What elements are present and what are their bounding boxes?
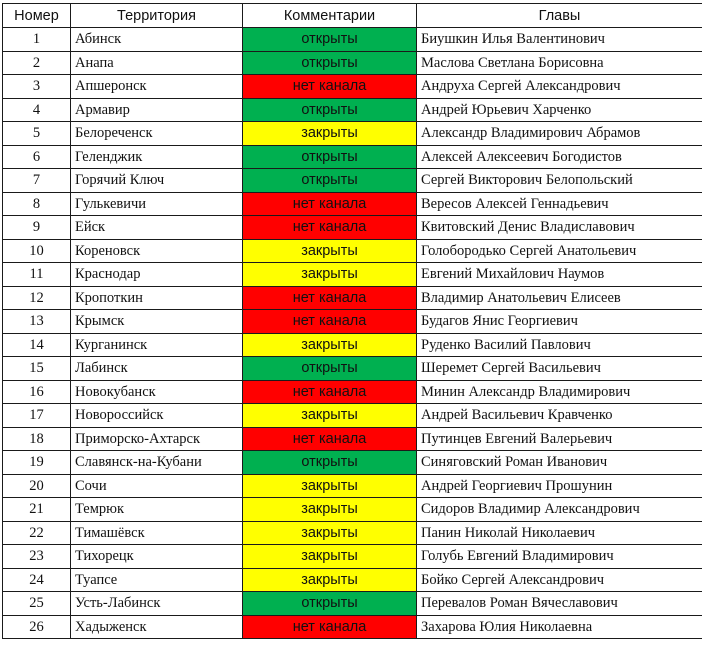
cell-head-name[interactable]: Владимир Анатольевич Елисеев (417, 286, 702, 310)
cell-number[interactable]: 8 (3, 192, 71, 216)
table-row (3, 75, 702, 99)
cell-territory[interactable]: Гулькевичи (71, 192, 243, 216)
cell-number[interactable]: 16 (3, 380, 71, 404)
cell-head-name[interactable]: Сидоров Владимир Александрович (417, 498, 702, 522)
cell-number[interactable]: 2 (3, 51, 71, 75)
cell-number[interactable]: 21 (3, 498, 71, 522)
cell-comment-status[interactable]: нет канала (243, 310, 417, 334)
table-body (3, 28, 702, 639)
cell-head-name[interactable]: Панин Николай Николаевич (417, 521, 702, 545)
cell-territory[interactable]: Армавир (71, 98, 243, 122)
cell-number[interactable]: 6 (3, 145, 71, 169)
cell-comment-status[interactable]: нет канала (243, 75, 417, 99)
cell-head-name[interactable]: Захарова Юлия Николаевна (417, 615, 702, 639)
cell-number[interactable]: 24 (3, 568, 71, 592)
cell-head-name[interactable]: Перевалов Роман Вячеславович (417, 592, 702, 616)
table-row (3, 615, 702, 639)
cell-head-name[interactable]: Квитовский Денис Владиславович (417, 216, 702, 240)
column-header-comments[interactable]: Комментарии (243, 4, 417, 28)
cell-comment-status[interactable]: нет канала (243, 192, 417, 216)
cell-comment-status[interactable]: открыты (243, 451, 417, 475)
cell-number[interactable]: 23 (3, 545, 71, 569)
cell-comment-status[interactable]: закрыты (243, 568, 417, 592)
cell-head-name[interactable]: Андрей Георгиевич Прошунин (417, 474, 702, 498)
cell-number[interactable]: 17 (3, 404, 71, 428)
cell-territory[interactable]: Курганинск (71, 333, 243, 357)
cell-comment-status[interactable]: закрыты (243, 521, 417, 545)
table-row (3, 263, 702, 287)
cell-territory[interactable]: Новокубанск (71, 380, 243, 404)
cell-comment-status[interactable]: закрыты (243, 239, 417, 263)
table-row (3, 310, 702, 334)
cell-territory[interactable]: Краснодар (71, 263, 243, 287)
cell-head-name[interactable]: Синяговский Роман Иванович (417, 451, 702, 475)
table-row (3, 28, 702, 52)
column-header-territory[interactable]: Территория (71, 4, 243, 28)
cell-number[interactable]: 14 (3, 333, 71, 357)
header-row (3, 4, 702, 28)
cell-comment-status[interactable]: закрыты (243, 122, 417, 146)
cell-comment-status[interactable]: нет канала (243, 427, 417, 451)
cell-number[interactable]: 4 (3, 98, 71, 122)
cell-head-name[interactable]: Андруха Сергей Александрович (417, 75, 702, 99)
cell-comment-status[interactable]: открыты (243, 357, 417, 381)
cell-head-name[interactable]: Шеремет Сергей Васильевич (417, 357, 702, 381)
cell-head-name[interactable]: Биушкин Илья Валентинович (417, 28, 702, 52)
cell-number[interactable]: 5 (3, 122, 71, 146)
cell-territory[interactable]: Ейск (71, 216, 243, 240)
cell-territory[interactable]: Туапсе (71, 568, 243, 592)
cell-comment-status[interactable]: закрыты (243, 545, 417, 569)
cell-comment-status[interactable]: нет канала (243, 615, 417, 639)
cell-number[interactable]: 19 (3, 451, 71, 475)
cell-number[interactable]: 20 (3, 474, 71, 498)
cell-territory[interactable]: Сочи (71, 474, 243, 498)
cell-head-name[interactable]: Александр Владимирович Абрамов (417, 122, 702, 146)
table-row (3, 498, 702, 522)
cell-territory[interactable]: Темрюк (71, 498, 243, 522)
cell-comment-status[interactable]: нет канала (243, 216, 417, 240)
table-row (3, 380, 702, 404)
table-row (3, 239, 702, 263)
cell-comment-status[interactable]: открыты (243, 592, 417, 616)
cell-territory[interactable]: Новороссийск (71, 404, 243, 428)
cell-territory[interactable]: Абинск (71, 28, 243, 52)
table-row (3, 145, 702, 169)
table-row (3, 474, 702, 498)
cell-territory[interactable]: Славянск-на-Кубани (71, 451, 243, 475)
cell-head-name[interactable]: Голобородько Сергей Анатольевич (417, 239, 702, 263)
cell-number[interactable]: 1 (3, 28, 71, 52)
cell-comment-status[interactable]: нет канала (243, 380, 417, 404)
cell-comment-status[interactable]: закрыты (243, 333, 417, 357)
cell-territory[interactable]: Тимашёвск (71, 521, 243, 545)
cell-number[interactable]: 18 (3, 427, 71, 451)
table-row (3, 98, 702, 122)
cell-territory[interactable]: Кропоткин (71, 286, 243, 310)
cell-territory[interactable]: Анапа (71, 51, 243, 75)
cell-head-name[interactable]: Минин Александр Владимирович (417, 380, 702, 404)
cell-head-name[interactable]: Голубь Евгений Владимирович (417, 545, 702, 569)
cell-number[interactable]: 13 (3, 310, 71, 334)
cell-comment-status[interactable]: закрыты (243, 263, 417, 287)
table-row (3, 357, 702, 381)
table-row (3, 216, 702, 240)
cell-number[interactable]: 12 (3, 286, 71, 310)
table-row (3, 192, 702, 216)
cell-comment-status[interactable]: закрыты (243, 474, 417, 498)
cell-head-name[interactable]: Евгений Михайлович Наумов (417, 263, 702, 287)
cell-head-name[interactable]: Алексей Алексеевич Богодистов (417, 145, 702, 169)
cell-number[interactable]: 7 (3, 169, 71, 193)
table-row (3, 404, 702, 428)
cell-territory[interactable]: Усть-Лабинск (71, 592, 243, 616)
cell-comment-status[interactable]: открыты (243, 98, 417, 122)
cell-head-name[interactable]: Вересов Алексей Геннадьевич (417, 192, 702, 216)
table-row (3, 169, 702, 193)
cell-head-name[interactable]: Андрей Юрьевич Харченко (417, 98, 702, 122)
cell-comment-status[interactable]: открыты (243, 145, 417, 169)
cell-territory[interactable]: Апшеронск (71, 75, 243, 99)
table-row (3, 51, 702, 75)
cell-comment-status[interactable]: закрыты (243, 404, 417, 428)
cell-number[interactable]: 3 (3, 75, 71, 99)
cell-head-name[interactable]: Андрей Васильевич Кравченко (417, 404, 702, 428)
cell-head-name[interactable]: Маслова Светлана Борисовна (417, 51, 702, 75)
cell-territory[interactable]: Тихорецк (71, 545, 243, 569)
cell-comment-status[interactable]: открыты (243, 169, 417, 193)
cell-territory[interactable]: Геленджик (71, 145, 243, 169)
table-row (3, 333, 702, 357)
territory-table (2, 3, 702, 639)
table-row (3, 451, 702, 475)
cell-territory[interactable]: Горячий Ключ (71, 169, 243, 193)
table-row (3, 122, 702, 146)
cell-territory[interactable]: Лабинск (71, 357, 243, 381)
cell-number[interactable]: 11 (3, 263, 71, 287)
table-row (3, 521, 702, 545)
cell-comment-status[interactable]: открыты (243, 51, 417, 75)
cell-number[interactable]: 9 (3, 216, 71, 240)
cell-head-name[interactable]: Бойко Сергей Александрович (417, 568, 702, 592)
cell-head-name[interactable]: Путинцев Евгений Валерьевич (417, 427, 702, 451)
cell-head-name[interactable]: Руденко Василий Павлович (417, 333, 702, 357)
cell-territory[interactable]: Хадыженск (71, 615, 243, 639)
cell-comment-status[interactable]: нет канала (243, 286, 417, 310)
cell-head-name[interactable]: Сергей Викторович Белопольский (417, 169, 702, 193)
cell-number[interactable]: 25 (3, 592, 71, 616)
table-row (3, 427, 702, 451)
cell-comment-status[interactable]: открыты (243, 28, 417, 52)
cell-number[interactable]: 10 (3, 239, 71, 263)
table-row (3, 568, 702, 592)
column-header-number[interactable]: Номер (3, 4, 71, 28)
table-row (3, 286, 702, 310)
cell-territory[interactable]: Кореновск (71, 239, 243, 263)
cell-comment-status[interactable]: закрыты (243, 498, 417, 522)
cell-number[interactable]: 26 (3, 615, 71, 639)
cell-territory[interactable]: Приморско-Ахтарск (71, 427, 243, 451)
table-row (3, 545, 702, 569)
column-header-heads[interactable]: Главы (417, 4, 702, 28)
cell-number[interactable]: 15 (3, 357, 71, 381)
cell-number[interactable]: 22 (3, 521, 71, 545)
cell-head-name[interactable]: Будагов Янис Георгиевич (417, 310, 702, 334)
cell-territory[interactable]: Крымск (71, 310, 243, 334)
cell-territory[interactable]: Белореченск (71, 122, 243, 146)
table-row (3, 592, 702, 616)
